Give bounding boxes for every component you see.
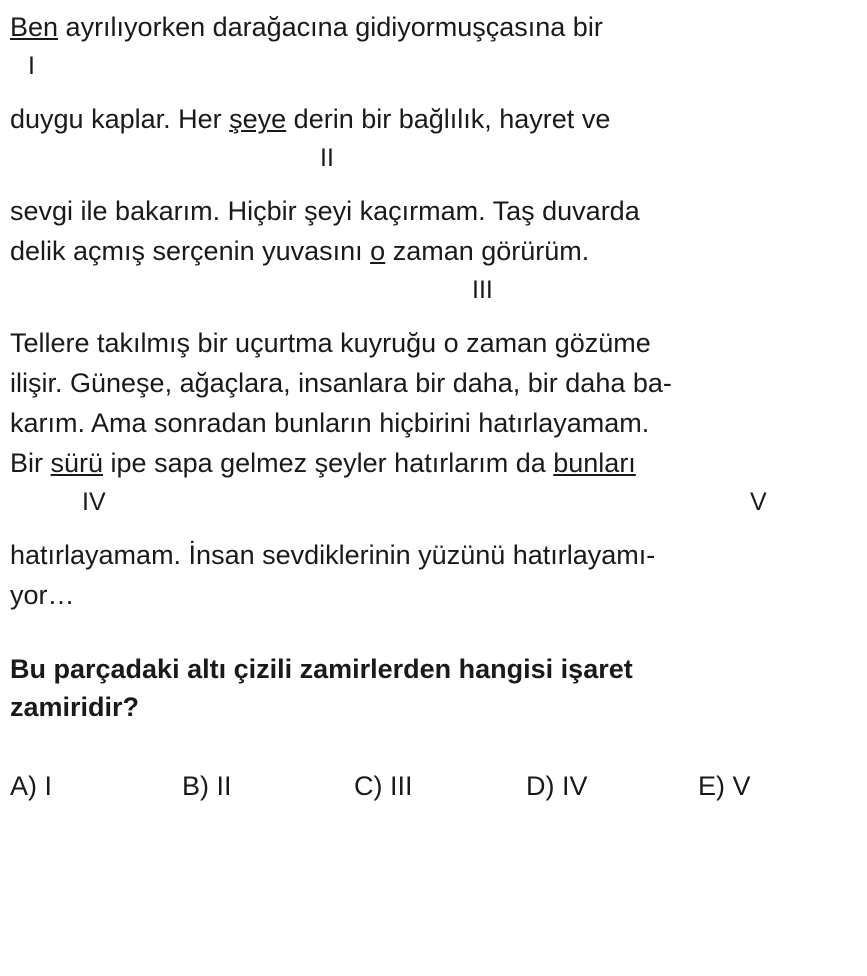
passage-line	[10, 106, 857, 146]
question-line-1-text: Bu parçadaki altı çizili zamirlerden hangisi işaret	[10, 654, 633, 684]
roman-marker-row	[10, 146, 857, 184]
choice-b[interactable]: B) II	[182, 770, 232, 801]
question-line-1	[10, 650, 855, 688]
underlined-pronoun-4: sürü	[50, 448, 104, 478]
passage-line	[10, 410, 857, 450]
choice-d[interactable]: D) IV	[526, 770, 588, 801]
passage-text-run: sevgi ile bakarım. Hiçbir şeyi kaçırmam. Taş duvarda	[10, 196, 640, 226]
passage-line	[10, 238, 857, 278]
question-line-2: zamiridir?	[10, 692, 140, 723]
underlined-pronoun-1: Ben	[10, 12, 59, 42]
roman-marker-iii: III	[472, 276, 493, 304]
passage-text	[10, 14, 857, 622]
passage-line	[10, 198, 857, 238]
roman-marker-v: V	[750, 488, 767, 516]
passage-line	[10, 370, 857, 410]
roman-marker-i: I	[28, 52, 35, 80]
passage-text-run: ayrılıyorken darağacına gidiyormuşçasına bir	[58, 12, 603, 42]
roman-marker-iv: IV	[82, 488, 106, 516]
passage-line	[10, 14, 857, 54]
underlined-pronoun-3: o	[370, 236, 386, 266]
passage-text-run: duygu kaplar. Her	[10, 104, 230, 134]
passage-text-run: hatırlayamam. İnsan sevdiklerinin yüzünü hatırlayamı-	[10, 540, 656, 570]
underlined-pronoun-2: şeye	[229, 104, 287, 134]
choice-c[interactable]: C) III	[354, 770, 413, 801]
roman-marker-row	[10, 490, 857, 528]
passage-line	[10, 542, 857, 582]
roman-marker-row	[10, 278, 857, 316]
passage-text-run: zaman görürüm.	[385, 236, 590, 266]
passage-text-run: delik açmış serçenin yuvasını	[10, 236, 371, 266]
roman-marker-row	[10, 54, 857, 92]
passage-text-run: derin bir bağlılık, hayret ve	[286, 104, 611, 134]
underlined-pronoun-5: bunları	[553, 448, 636, 478]
passage-line	[10, 450, 857, 490]
choice-a[interactable]: A) I	[10, 770, 53, 801]
passage-line	[10, 582, 857, 622]
passage-text-run: Bir	[10, 448, 51, 478]
roman-marker-ii: II	[320, 144, 334, 172]
choice-e[interactable]: E) V	[698, 770, 751, 801]
answer-choices	[10, 771, 857, 802]
passage-text-run: karım. Ama sonradan bunların hiçbirini hatırlayamam.	[10, 408, 650, 438]
passage-text-run: Tellere takılmış bir uçurtma kuyruğu o zaman gözüme	[10, 328, 651, 358]
passage-line	[10, 330, 857, 370]
question-prompt	[10, 650, 855, 727]
passage-text-run: yor…	[10, 580, 75, 610]
passage-text-run: ilişir. Güneşe, ağaçlara, insanlara bir daha, bir daha ba-	[10, 368, 672, 398]
passage-text-run: ipe sapa gelmez şeyler hatırlarım da	[103, 448, 554, 478]
